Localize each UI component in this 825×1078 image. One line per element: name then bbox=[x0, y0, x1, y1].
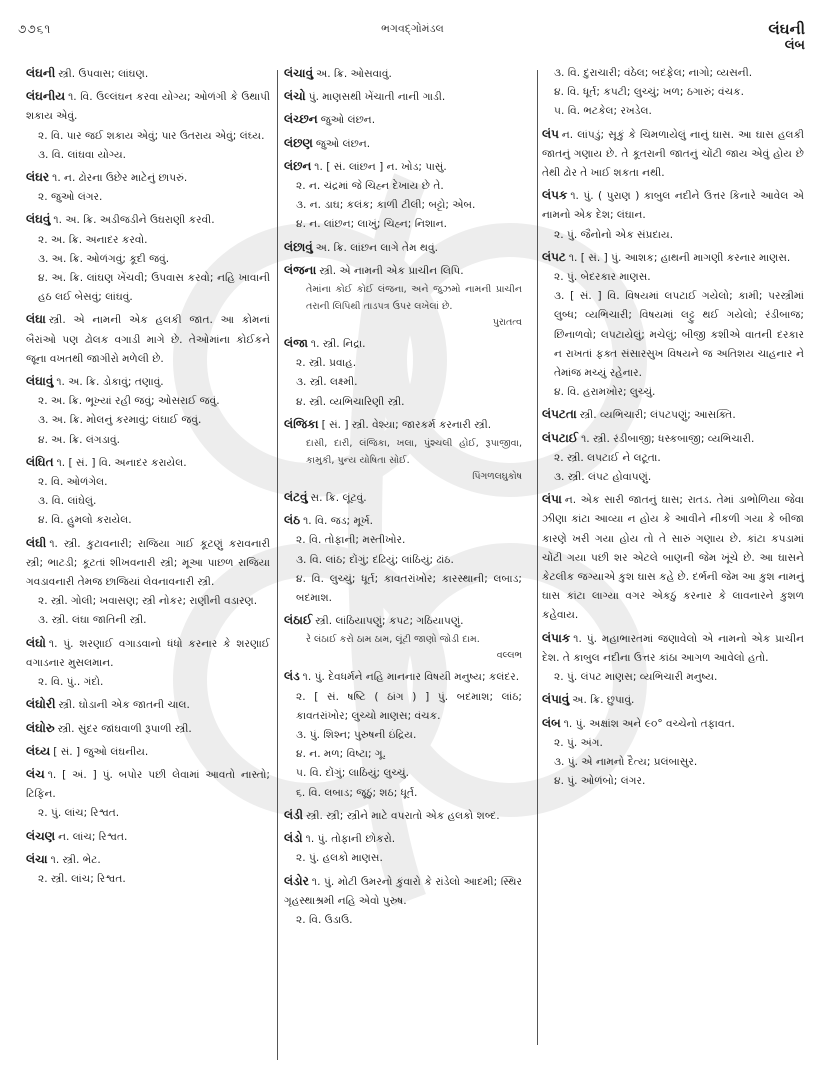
citation-quote: રે લંઠાઈ કરો ઠામ ઠામ, લૂંટી જાણો જોડી દામ. bbox=[306, 634, 480, 646]
definition-sense: ૪. ન. મળ; વિષ્ટા; ગૂ. bbox=[296, 748, 387, 761]
dictionary-entry bbox=[542, 429, 804, 488]
dictionary-entry bbox=[542, 405, 804, 425]
definition-sense: જુઓ લંછન. bbox=[320, 114, 376, 127]
headword: લંછાવું bbox=[284, 239, 313, 254]
definition-sense: સ્ત્રી. લાંઠિયાપણું; કપટ; ગઠિયાપણું. bbox=[315, 615, 464, 628]
dictionary-entry bbox=[542, 714, 804, 792]
headword: લંજા bbox=[284, 336, 308, 351]
definition-sense: પું. માણસથી ખેંચાતી નાની ગાડી. bbox=[308, 91, 446, 104]
definition-sense: ૪. અ. ક્રિ. લંગડાવું. bbox=[38, 433, 120, 446]
headword: લંપ bbox=[542, 126, 559, 141]
definition-sense: ૨. પું. લંપટ માણસ; વ્યભિચારી મનુષ્ય. bbox=[554, 671, 718, 684]
definition-sense: ૨. વિ. પું.. ગંદો. bbox=[38, 676, 104, 689]
definition-sense: ૨. વિ. ઉડાઉ. bbox=[296, 913, 353, 926]
headword: લંછન bbox=[284, 158, 312, 173]
dictionary-entry bbox=[284, 87, 522, 107]
definition-sense: ૩. સ્ત્રી. લંઘા જાતિની સ્ત્રી. bbox=[38, 614, 147, 627]
dictionary-entry bbox=[284, 110, 522, 130]
definition-sense: ૪. વિ. હુમલો કરાયેલ. bbox=[38, 514, 132, 527]
dictionary-entry bbox=[284, 157, 522, 235]
dictionary-entry bbox=[542, 64, 804, 122]
page-header bbox=[0, 0, 825, 60]
headword: લંઘી bbox=[26, 535, 47, 550]
headword: લંછણ bbox=[284, 135, 313, 150]
definition-sense: સ્ત્રી. વ્યભિચારી; લંપટપણું; આસક્તિ. bbox=[579, 409, 736, 422]
headword: લંપક bbox=[542, 188, 568, 203]
headword: લંડી bbox=[284, 807, 304, 822]
definition-sense: ૨. પું. હલકો માણસ. bbox=[296, 852, 383, 865]
definition-sense: ૨. સ્ત્રી. લાંચ; રિશ્વત. bbox=[38, 872, 126, 885]
dictionary-entry bbox=[542, 186, 804, 245]
dictionary-entry bbox=[284, 238, 522, 258]
dictionary-entry bbox=[26, 534, 270, 631]
headword: લંઠાઈ bbox=[284, 613, 313, 628]
dictionary-entry bbox=[284, 415, 522, 485]
definition-sense: ૨. વિ. ઓળંગેલ. bbox=[38, 476, 108, 489]
definition-sense: ૧. [ સં. ] પું. આશક; હાથની માગણી કરનાર માણસ. bbox=[568, 251, 791, 264]
dictionary-entry bbox=[26, 210, 270, 307]
definition-sense: ૩. પું. એ નામનો દૈત્ય; પ્રલંબાસુર. bbox=[554, 755, 698, 768]
dictionary-entry bbox=[26, 64, 270, 84]
citation-source: વલ્લભ bbox=[496, 650, 522, 662]
definition-sense: ન. લાંપડું; સૂકું કે ચિમળાયેલું નાનું ઘાસ. આ ઘાસ હલકી જાતનું ગણાય છે. તે કૂતરાની જાતનું ચોંટી જાય એવું હોય છે તેથી ઢોર તે ખાઈ શકતા નથી. bbox=[542, 128, 804, 180]
dictionary-columns bbox=[0, 64, 825, 1064]
definition-sense: ૨. સ્ત્રી. ગોલી; ખવાસણ; સ્ત્રી નોકર; રાણીની વડારણ. bbox=[38, 595, 258, 608]
definition-sense: ૫. વિ. દોંગું; લાઠિયું; લુચ્ચું. bbox=[296, 767, 409, 780]
headword: લંચ્છન bbox=[284, 112, 318, 127]
definition-sense: ૧. ન. ઢોરના ઉછેર માટેનું છાપરું. bbox=[52, 172, 188, 185]
definition-sense: ૧. વિ. ઉલ્લંઘન કરવા યોગ્ય; ઓળંગી કે ઉથાપી શકાય એવું. bbox=[26, 91, 270, 123]
definition-sense: ૩. ન. ડાઘ; કલંક; કાળી ટીલી; બટ્ટો; એબ. bbox=[296, 199, 476, 212]
headword: લંઘોરુ bbox=[26, 720, 55, 735]
headword: લંઘનીય bbox=[26, 89, 66, 104]
headword: લંઘાવું bbox=[26, 374, 54, 389]
dictionary-entry bbox=[542, 490, 804, 625]
book-title: ભગવદ્ગોમંડલ bbox=[381, 22, 444, 35]
dictionary-entry bbox=[26, 634, 270, 693]
definition-sense: ૨. સ્ત્રી. લપટાઈ ને લટૂતા. bbox=[554, 451, 661, 464]
headword: લંઘા bbox=[26, 312, 46, 327]
definition-sense: ૬. વિ. લબાડ; જૂઠું; શઠ; ધૂર્ત. bbox=[296, 786, 418, 799]
citation-quote: તેમાંના કોઈ કોઈ લંજના, અને જુઝમો નામની પ્રાચીન તરાની લિપિથી તાડપત્ર ઉપર લખેલાં છે. bbox=[306, 284, 522, 313]
dictionary-entry bbox=[542, 690, 804, 710]
headword: લંઘ્ય bbox=[26, 743, 51, 758]
definition-sense: ૧. અ. ક્રિ. ડોકાવું; તણાવું. bbox=[56, 376, 164, 389]
definition-sense: ૨. [ સં. ષષ્ટિ ( ઠાંગ ) ] પું. બદમાશ; લાંઠ; કાવતરાંખોર; લુચ્ચો માણસ; વંચક. bbox=[296, 690, 522, 722]
definition-sense: ૧. પું. દેવધર્મને નહિ માનનાર વિષયી મનુષ્ય; કલંદર. bbox=[302, 671, 520, 684]
dictionary-entry bbox=[284, 872, 522, 931]
guide-word-last: લંબ bbox=[784, 38, 805, 53]
definition-sense: ૧. પું. ( પુરાણ ) કાબુલ નદીને ઉત્તર કિનારે આવેલ એ નામનો એક દેશ; લંઘાન. bbox=[542, 190, 804, 222]
definition-sense: સ્ત્રી. ઉપવાસ; લાંઘણ. bbox=[58, 68, 149, 80]
headword: લંબ bbox=[542, 715, 561, 730]
definition-sense: ન. એક સારી જાતનું ઘાસ; રાતડ. તેમાં ડાભોળિયા જેવા ઝીણા કાંટા આવ્યા ન હોય કે આવીને નીકળી ગયા કે બીજા કારણે ખરી ગયા હોય તો તે સારું ગણાય છે. કાંટા કપડામાં ચોંટી ગયા પછી શર એટલે બાણની જેમ ખૂંચે છે. આ ઘાસને કેટલીક જગ્યાએ કુશ ઘાસ કહે છે. દર્ભની જેમ આ કુશ નામનું ઘાસ કાંટા લાગ્યા વગર એકઠું કરનાર કે લાવનારને કુશળ કહેવાય. bbox=[542, 494, 804, 622]
dictionary-entry bbox=[542, 629, 804, 688]
definition-sense: ૪. સ્ત્રી. વ્યભિચારિણી સ્ત્રી. bbox=[296, 395, 405, 408]
headword: લંચો bbox=[284, 89, 306, 104]
definition-sense: અ. ક્રિ. છુપાવું. bbox=[572, 694, 635, 707]
definition-sense: ૩. વિ. દુરાચારી; વંઠેલ; બદફેલ; નાગો; વ્યસની. bbox=[554, 67, 753, 79]
definition-sense: ૫. વિ. ભટકેલ; રખડેલ. bbox=[554, 105, 652, 118]
dictionary-entry bbox=[26, 850, 270, 889]
definition-sense: ૧. પું. મોટી ઉમરનો કુંવારો કે રાંડેલો આદમી; સ્થિર ગૃહસ્થાશ્રમી નહિ એવો પુરુષ. bbox=[284, 875, 522, 907]
dictionary-entry bbox=[26, 87, 270, 165]
definition-sense: ૧. પું. મહાભારતમાં જણાવેલો એ નામનો એક પ્રાચીન દેશ. તે કાબુલ નદીના ઉત્તર કાંઠા આગળ આવેલો હતો. bbox=[542, 632, 804, 664]
dictionary-entry bbox=[284, 806, 522, 826]
dictionary-entry bbox=[26, 719, 270, 739]
definition-sense: ૩. અ. ક્રિ. મોલનું કરમાવું; લંઘાઈ જવું. bbox=[38, 414, 202, 427]
column-1 bbox=[26, 64, 270, 1054]
dictionary-entry bbox=[26, 742, 270, 762]
headword: લંઘની bbox=[26, 66, 56, 80]
definition-sense: સ્ત્રી. સુંદર જાંઘવાળી રૂપાળી સ્ત્રી. bbox=[57, 722, 192, 735]
citation-source: પુરાતત્વ bbox=[492, 317, 522, 329]
definition-sense: ન. લાંચ; રિશ્વત. bbox=[58, 830, 128, 843]
definition-sense: ૩. વિ. લાંઘેલું. bbox=[38, 495, 97, 508]
definition-sense: ૧. વિ. જડ; મૂર્ખ. bbox=[303, 515, 374, 528]
dictionary-entry bbox=[26, 168, 270, 207]
definition-sense: અ. ક્રિ. ઓસવાવું. bbox=[316, 68, 392, 80]
citation-source: પિંગળલઘુકોષ bbox=[472, 471, 522, 483]
definition-sense: [ સં. ] જુઓ લંઘનીય. bbox=[53, 745, 149, 758]
dictionary-entry bbox=[284, 488, 522, 508]
definition-sense: સ. ક્રિ. લૂંટવું. bbox=[310, 492, 367, 505]
headword: લંઠ bbox=[284, 513, 301, 528]
headword: લંડો bbox=[284, 831, 303, 846]
definition-sense: ૨. ન. ચંદ્રમાં જે ચિહ્ન દેખાય છે તે. bbox=[296, 180, 444, 193]
definition-sense: ૨. અ. ક્રિ. ભૂખ્યાં રહી જવું; ઓસરાઈ જવું. bbox=[38, 395, 220, 408]
definition-sense: ૩. અ. ક્રિ. ઓળંગવું; કૂદી જવું. bbox=[38, 252, 170, 265]
citation-quote: દાસી, દારી, લંજિકા, ખલા, પુંશ્ચલી હોઈ, રૂપાજીવા, કામુકી, પુન્ય યોષિતા સોઈ. bbox=[306, 438, 522, 467]
definition-sense: ૩. પું. શિશ્ન; પુરુષની ઇંદ્રિય. bbox=[296, 729, 417, 742]
headword: લંચણ bbox=[26, 828, 56, 843]
headword: લંજના bbox=[284, 262, 317, 277]
definition-sense: ૧. [ સં. લાંછન ] ન. ખોડ; પાસું. bbox=[314, 160, 447, 173]
dictionary-entry bbox=[284, 511, 522, 608]
dictionary-entry bbox=[26, 372, 270, 450]
definition-sense: ૧. સ્ત્રી. રંડીબાજી; ધસ્કબાજી; વ્યભિચારી. bbox=[581, 432, 755, 445]
definition-sense: ૧. પું. અક્ષાંશ અને ૯૦° વચ્ચેનો તફાવત. bbox=[563, 717, 735, 730]
definition-sense: ૪. વિ. ધૂર્ત; કપટી; લુચ્ચું; ખળ; ઠગારું; વંચક. bbox=[554, 86, 744, 99]
headword: લંઘોરી bbox=[26, 697, 56, 712]
headword: લંજિકા bbox=[284, 416, 319, 431]
headword: લંઘો bbox=[26, 635, 46, 650]
definition-sense: સ્ત્રી. એ નામની એક પ્રાચીન લિપિ. bbox=[319, 264, 464, 277]
definition-sense: ૨. પું. બેદરકાર માણસ. bbox=[554, 271, 651, 284]
definition-sense: ૧. પું. તોફાની છોકરો. bbox=[305, 833, 396, 846]
definition-sense: ૩. વિ. લાંઠ; દોંગું; દઢિયું; લાંઠિયું; ઢાંઠ. bbox=[296, 553, 454, 566]
headword: લંપટ bbox=[542, 249, 566, 264]
definition-sense: ૧. સ્ત્રી. ભેટ. bbox=[50, 853, 101, 866]
dictionary-entry bbox=[284, 829, 522, 868]
dictionary-entry bbox=[542, 125, 804, 184]
headword: લંપટતા bbox=[542, 407, 577, 422]
definition-sense: જુઓ લંછન. bbox=[315, 137, 371, 150]
definition-sense: ૧. [ સં. ] વિ. અનાદર કરાયેલ. bbox=[56, 456, 187, 469]
definition-sense: ૪. વિ. હરામખોર; લુચ્ચું. bbox=[554, 386, 656, 399]
headword: લંઘવું bbox=[26, 212, 51, 227]
definition-sense: સ્ત્રી. સ્ત્રી; સ્ત્રીને માટે વપરાતો એક હલકો શબ્દ. bbox=[306, 809, 500, 822]
dictionary-entry bbox=[284, 611, 522, 664]
definition-sense: [ સં. ] સ્ત્રી. વેશ્યા; જારકર્મ કરનારી સ્ત્રી. bbox=[321, 418, 492, 431]
headword: લંટવું bbox=[284, 490, 308, 505]
definition-sense: ૩. સ્ત્રી. લંપટ હોવાપણું. bbox=[554, 471, 652, 484]
dictionary-entry bbox=[284, 64, 522, 84]
definition-sense: ૩. [ સં. ] વિ. વિષયમાં લપટાઈ ગયેલો; કામી; પરસ્ત્રીમાં લુબ્ધ; વ્યભિચારી; વિષયમાં લટ્ટુ થઈ ગયેલો; રંડીબાજ; છિનાળવો; લપટાયેલું; મચેલું; બીજી કશીએ વાતની દરકાર ન રાખતાં ફક્ત સંસારસુખ વિષયને જ અતિશય ચાહનાર ને તેમાંજ મચ્યું રહેનાર. bbox=[554, 290, 804, 380]
guide-word-first: લંઘની bbox=[768, 20, 805, 38]
definition-sense: અ. ક્રિ. લાંછન લાગે તેમ થવું. bbox=[315, 241, 439, 254]
definition-sense: ૩. વિ. લાંઘવા યોગ્ય. bbox=[38, 148, 127, 161]
definition-sense: ૪. પું. ઓળંબો; લંગર. bbox=[554, 775, 646, 788]
headword: લંડોર bbox=[284, 873, 309, 888]
column-2 bbox=[284, 64, 522, 1054]
dictionary-entry bbox=[26, 827, 270, 847]
headword: લંપા bbox=[542, 492, 562, 507]
headword: લંઘર bbox=[26, 170, 50, 185]
definition-sense: ૪. વિ. લુચ્ચું; ધૂર્ત; કાવતરાંખોર; કારસ્થાની; લબાડ; બદમાશ. bbox=[296, 572, 522, 605]
dictionary-entry bbox=[284, 261, 522, 331]
definition-sense: ૧. [ અં. ] પું. બપોર પછી લેવામાં આવતો નાસ્તો; ટિફિન. bbox=[26, 768, 270, 801]
definition-sense: ૨. જુઓ લંગર. bbox=[38, 191, 103, 204]
headword: લંચાવું bbox=[284, 66, 314, 80]
definition-sense: સ્ત્રી. ઘોડાની એક જાતની ચાલ. bbox=[58, 699, 190, 712]
definition-sense: ૧. પું. શરણાઈ વગાડવાનો ધંધો કરનાર કે શરણાઈ વગાડનાર મુસલમાન. bbox=[26, 637, 270, 669]
dictionary-entry bbox=[26, 695, 270, 715]
headword: લંચા bbox=[26, 851, 48, 866]
column-3 bbox=[542, 64, 804, 1054]
definition-sense: ૧. અ. ક્રિ. અડીજડીને ઉઘરાણી કરવી. bbox=[53, 214, 215, 227]
definition-sense: ૪. અ. ક્રિ. લાંઘણ ખેંચવી; ઉપવાસ કરવો; નહિ ખાવાની હઠ લઈ બેસવું; લાંઘવું. bbox=[38, 272, 270, 304]
dictionary-entry bbox=[284, 134, 522, 154]
headword: લંપાક bbox=[542, 630, 571, 645]
dictionary-entry bbox=[26, 765, 270, 824]
headword: લંચ bbox=[26, 766, 45, 781]
definition-sense: ૨. પું. લાંચ; રિશ્વત. bbox=[38, 807, 120, 820]
dictionary-entry bbox=[284, 334, 522, 412]
dictionary-entry bbox=[26, 453, 270, 531]
definition-sense: ૨. સ્ત્રી. પ્રવાહ. bbox=[296, 357, 357, 370]
definition-sense: ૪. ન. લાંછન; લાખું; ચિહ્ન; નિશાન. bbox=[296, 218, 448, 231]
definition-sense: ૩. સ્ત્રી. લક્ષ્મી. bbox=[296, 376, 358, 389]
dictionary-entry bbox=[26, 310, 270, 369]
headword: લંપટાઈ bbox=[542, 430, 579, 445]
definition-sense: ૨. પું. અંગ. bbox=[554, 736, 603, 749]
definition-sense: ૨. પું. જૈનોનો એક સંપ્રદાય. bbox=[554, 228, 674, 241]
headword: લંપાવું bbox=[542, 692, 570, 707]
page-number: ૭૭૬૧ bbox=[18, 22, 52, 36]
dictionary-entry bbox=[284, 667, 522, 802]
definition-sense: સ્ત્રી. એ નામની એક હલકી જાત. આ કોમનાં બૈરાંઓ પણ ઢોલક વગાડી માગે છે. તેઓમાંના કોઈકને જૂના વખતથી જાગીરો મળેલી છે. bbox=[26, 314, 270, 365]
definition-sense: ૨. વિ. પાર જઈ શકાય એવું; પાર ઉતરાય એવું; લંઘ્ય. bbox=[38, 129, 265, 142]
headword: લંડ bbox=[284, 669, 300, 684]
definition-sense: ૨. અ. ક્રિ. અનાદર કરવો. bbox=[38, 233, 148, 246]
dictionary-entry bbox=[542, 248, 804, 403]
definition-sense: ૧. સ્ત્રી. કુટાવનારી; રાજિયા ગાઈ કૂટણું કરાવનારી સ્ત્રી; ભાટડી; કૂટતાં શીખવનારી સ્ત્રી; મૂઆ પાછળ રાજિયા ગવડાવનારી તેમજ છાજિયાં લેવનાવનારી સ્ત્રી. bbox=[26, 537, 270, 589]
definition-sense: ૨. વિ. તોફાની; મસ્તીખોર. bbox=[296, 534, 406, 547]
definition-sense: ૧. સ્ત્રી. નિદ્રા. bbox=[310, 338, 366, 351]
headword: લંઘિત bbox=[26, 454, 54, 469]
